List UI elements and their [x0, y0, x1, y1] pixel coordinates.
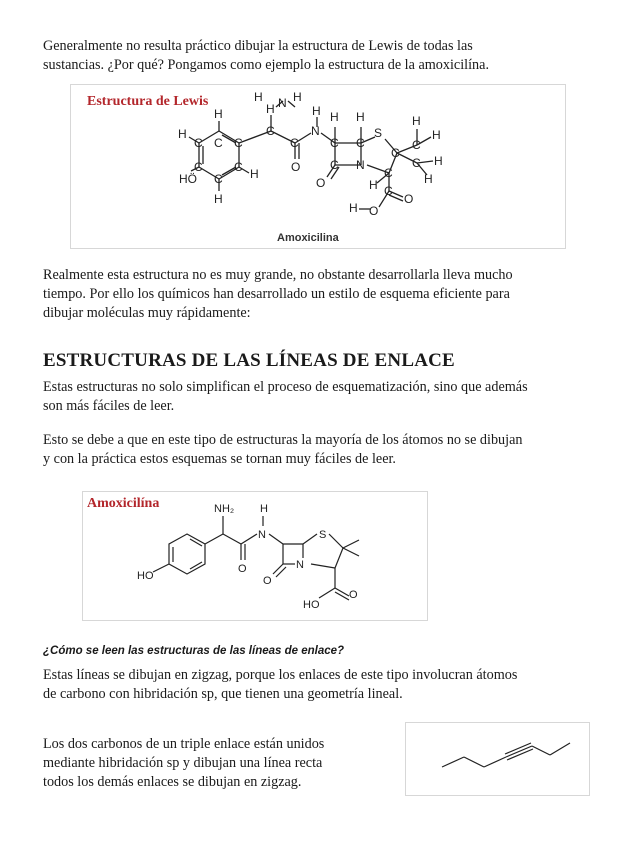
svg-text:H: H	[250, 167, 259, 181]
svg-text:HÖ: HÖ	[179, 172, 197, 186]
svg-text:H: H	[330, 110, 339, 124]
svg-text:H: H	[356, 110, 365, 124]
svg-text:N: N	[356, 158, 365, 172]
o2-label: O	[263, 575, 272, 587]
svg-text:C: C	[330, 158, 339, 172]
para6-line-3: todos los demás enlaces se dibujan en zigzag.	[43, 774, 302, 790]
svg-text:O: O	[369, 204, 379, 218]
lewis-figure-caption: Amoxicilina	[277, 232, 339, 244]
svg-text:H: H	[432, 128, 441, 142]
para4-line-1: Esto se debe a que en este tipo de estructuras la mayoría de los átomos no se dibujan	[43, 432, 523, 448]
paragraph-4	[43, 431, 588, 469]
svg-text:C: C	[214, 172, 223, 186]
svg-text:O: O	[404, 192, 414, 206]
svg-text:H: H	[349, 201, 358, 215]
svg-text:H: H	[254, 90, 263, 104]
skeletal-structure-figure	[82, 491, 428, 621]
svg-text:H: H	[293, 90, 302, 104]
svg-text:C: C	[356, 136, 365, 150]
oh-label: HO	[303, 599, 320, 611]
svg-text:C: C	[194, 136, 203, 150]
para2-line-1: Realmente esta estructura no es muy grande, no obstante desarrollarla lleva mucho	[43, 267, 513, 283]
alkyne-drawing	[406, 723, 589, 795]
para5-line-2: de carbono con hibridación sp, que tienen una geometría lineal.	[43, 686, 403, 702]
svg-text:C: C	[391, 146, 400, 160]
svg-text:C: C	[330, 136, 339, 150]
ho-label: HO	[137, 570, 154, 582]
intro-line-1: Generalmente no resulta práctico dibujar la estructura de Lewis de todas las	[43, 38, 473, 54]
intro-paragraph	[43, 37, 588, 75]
svg-text:H: H	[214, 107, 223, 121]
svg-text:C: C	[214, 136, 223, 150]
svg-text:H: H	[312, 104, 321, 118]
svg-text:C: C	[412, 156, 421, 170]
svg-text:H: H	[412, 114, 421, 128]
svg-text:N: N	[311, 124, 320, 138]
svg-text:H: H	[424, 172, 433, 186]
lewis-figure-title: Estructura de Lewis	[87, 94, 209, 109]
svg-text:H: H	[178, 127, 187, 141]
para6-line-1: Los dos carbonos de un triple enlace están unidos	[43, 736, 325, 752]
question-heading: ¿Cómo se leen las estructuras de las líneas de enlace?	[43, 645, 345, 657]
intro-line-2: sustancias. ¿Por qué? Pongamos como ejemplo la estructura de la amoxicilína.	[43, 57, 489, 73]
lewis-structure-figure	[70, 84, 566, 249]
paragraph-2	[43, 266, 588, 323]
svg-text:C: C	[234, 136, 243, 150]
svg-text:H: H	[434, 154, 443, 168]
skeletal-structure-drawing	[83, 492, 427, 620]
n2-label: N	[296, 559, 304, 571]
svg-text:H: H	[214, 192, 223, 206]
nh2-label: NH₂	[214, 503, 235, 515]
h-label: H	[260, 503, 268, 515]
section-heading: ESTRUCTURAS DE LAS LÍNEAS DE ENLACE	[43, 350, 455, 371]
svg-text:C: C	[412, 138, 421, 152]
svg-text:C: C	[384, 166, 393, 180]
o1-label: O	[238, 563, 247, 575]
o3-label: O	[349, 589, 358, 601]
para3-line-1: Estas estructuras no solo simplifican el proceso de esquematización, sino que además	[43, 379, 528, 395]
para6-line-2: mediante hibridación sp y dibujan una línea recta	[43, 755, 323, 771]
svg-text:C: C	[384, 184, 393, 198]
paragraph-6	[43, 735, 373, 792]
para2-line-2: tiempo. Por ello los químicos han desarrollado un estilo de esquema eficiente para	[43, 286, 510, 302]
svg-text:H: H	[266, 102, 275, 116]
para4-line-2: y con la práctica estos esquemas se tornan muy fáciles de leer.	[43, 451, 396, 467]
para3-line-2: son más fáciles de leer.	[43, 398, 175, 414]
para2-line-3: dibujar moléculas muy rápidamente:	[43, 305, 251, 321]
paragraph-5	[43, 666, 588, 704]
s-label: S	[319, 529, 327, 541]
svg-text:O: O	[291, 160, 301, 174]
svg-text:H: H	[369, 178, 378, 192]
svg-text:C: C	[266, 124, 275, 138]
svg-text:O: O	[316, 176, 326, 190]
svg-text:C: C	[290, 136, 299, 150]
para5-line-1: Estas líneas se dibujan en zigzag, porque los enlaces de este tipo involucran átomos	[43, 667, 518, 683]
skeletal-figure-title: Amoxicilína	[87, 496, 160, 511]
n-label: N	[258, 529, 266, 541]
svg-text:S: S	[374, 126, 383, 140]
svg-text:C: C	[194, 160, 203, 174]
svg-text:C: C	[234, 160, 243, 174]
alkyne-figure	[405, 722, 590, 796]
paragraph-3	[43, 378, 588, 416]
lewis-structure-drawing	[71, 85, 565, 248]
svg-text:N: N	[278, 96, 287, 110]
